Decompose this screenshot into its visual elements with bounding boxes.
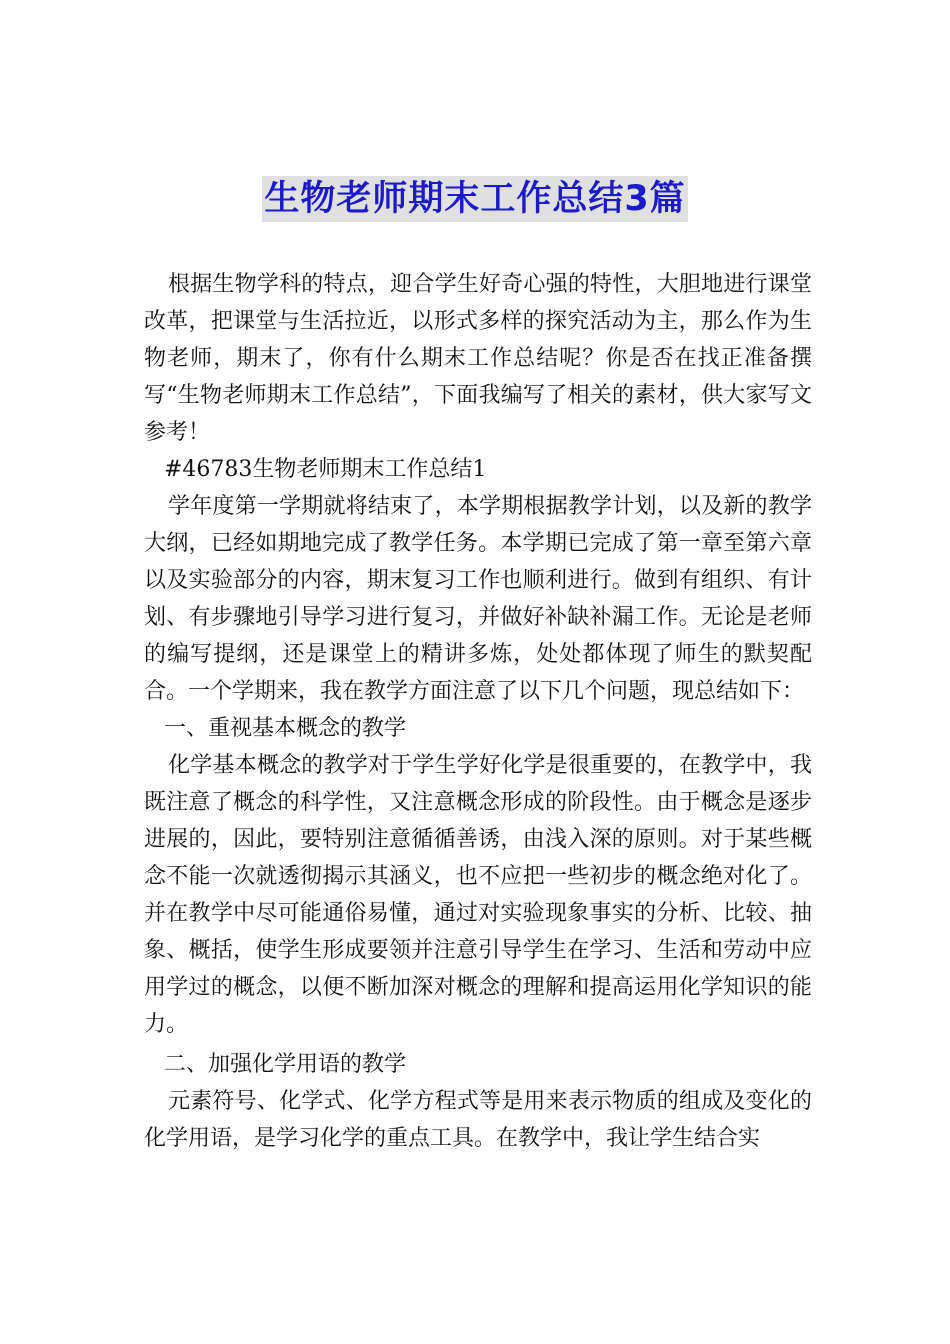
document-title: 生物老师期末工作总结3篇 <box>262 176 687 222</box>
document-body <box>144 266 812 1157</box>
intro-paragraph: 根据生物学科的特点，迎合学生好奇心强的特性，大胆地进行课堂改革，把课堂与生活拉近，以形式多样的探究活动为主，那么作为生物老师，期末了，你有什么期末工作总结呢？你是否在找正准备撰写“生物老师期末工作总结”，下面我编写了相关的素材，供大家写文参考！ <box>144 272 812 445</box>
body-paragraph-2: 化学基本概念的教学对于学生学好化学是很重要的，在教学中，我既注意了概念的科学性，又注意概念形成的阶段性。由于概念是逐步进展的，因此，要特别注意循循善诱，由浅入深的原则。对于某些概念不能一次就透彻揭示其涵义，也不应把一些初步的概念绝对化了。并在教学中尽可能通俗易懂，通过对实验现象事实的分析、比较、抽象、概括，使学生形成要领并注意引导学生在学习、生活和劳动中应用学过的概念，以便不断加深对概念的理解和提高运用化学知识的能力。 <box>144 753 812 1037</box>
section-heading-1: 一、重视基本概念的教学 <box>164 716 407 741</box>
body-paragraph-3: 元素符号、化学式、化学方程式等是用来表示物质的组成及变化的化学用语，是学习化学的重点工具。在教学中，我让学生结合实 <box>144 1089 812 1151</box>
body-paragraph-1: 学年度第一学期就将结束了，本学期根据教学计划，以及新的教学大纲，已经如期地完成了教学任务。本学期已完成了第一章至第六章以及实验部分的内容，期末复习工作也顺利进行。做到有组织、有计划、有步骤地引导学习进行复习，并做好补缺补漏工作。无论是老师的编写提纲，还是课堂上的精讲多炼，处处都体现了师生的默契配合。一个学期来，我在教学方面注意了以下几个问题，现总结如下： <box>144 494 812 704</box>
section-heading-2: 二、加强化学用语的教学 <box>164 1052 407 1077</box>
section-heading-summary-1: #46783生物老师期末工作总结1 <box>164 457 487 482</box>
title-container <box>0 176 950 222</box>
